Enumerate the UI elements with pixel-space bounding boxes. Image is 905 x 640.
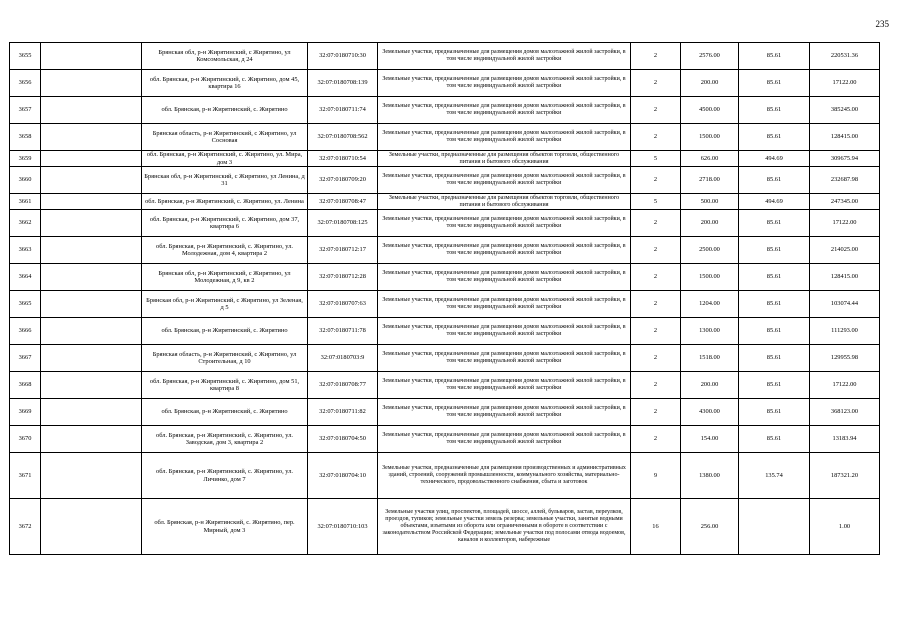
group-cell: 5 [631,194,681,210]
land-use-cell: Земельные участки, предназначенные для размещения домов малоэтажной жилой застройки, в том числе индивидуальной жилой застройки [378,345,631,372]
blank-cell [41,499,142,555]
cadastral-number-cell: 32:07:0180712:17 [308,237,378,264]
area-cell: 2500.00 [681,237,739,264]
blank-cell [41,194,142,210]
area-cell: 1518.00 [681,345,739,372]
group-cell: 2 [631,399,681,426]
row-number-cell: 3672 [10,499,41,555]
land-use-cell: Земельные участки, предназначенные для размещения объектов торговли, общественного питания и бытового обслуживания [378,151,631,167]
group-cell: 2 [631,237,681,264]
address-cell: обл. Брянская, р-н Жирятинский, с. Жирятино, ул. Мира, дом 3 [142,151,308,167]
rate-cell: 85.61 [739,210,810,237]
cadastral-number-cell: 32:07:0180712:28 [308,264,378,291]
group-cell: 2 [631,318,681,345]
address-cell: Брянская область, р-н Жирятинский, с Жирятино, ул Сосновая [142,124,308,151]
cadastral-number-cell: 32:07:0180711:82 [308,399,378,426]
cadastral-number-cell: 32:07:0180703:9 [308,345,378,372]
cadastral-number-cell: 32:07:0180711:74 [308,97,378,124]
cadastral-number-cell: 32:07:0180710:30 [308,43,378,70]
table-row [10,237,880,264]
land-use-cell: Земельные участки, предназначенные для размещения домов малоэтажной жилой застройки, в том числе индивидуальной жилой застройки [378,210,631,237]
table-row [10,399,880,426]
land-use-cell: Земельные участки, предназначенные для размещения домов малоэтажной жилой застройки, в том числе индивидуальной жилой застройки [378,124,631,151]
row-number-cell: 3670 [10,426,41,453]
land-use-cell: Земельные участки, предназначенные для размещения домов малоэтажной жилой застройки, в том числе индивидуальной жилой застройки [378,97,631,124]
group-cell: 2 [631,167,681,194]
cadastral-number-cell: 32:07:0180709:20 [308,167,378,194]
blank-cell [41,399,142,426]
cadastral-number-cell: 32:07:0180708:139 [308,70,378,97]
cadastral-value-cell: 187321.20 [810,453,880,499]
cadastral-number-cell: 32:07:0180704:50 [308,426,378,453]
rate-cell: 85.61 [739,372,810,399]
area-cell: 154.00 [681,426,739,453]
blank-cell [41,291,142,318]
land-use-cell: Земельные участки, предназначенные для размещения домов малоэтажной жилой застройки, в том числе индивидуальной жилой застройки [378,237,631,264]
group-cell: 2 [631,345,681,372]
blank-cell [41,151,142,167]
table-row [10,345,880,372]
address-cell: обл. Брянская, р-н Жирятинский, с. Жирятино [142,399,308,426]
table-row [10,453,880,499]
table-row [10,70,880,97]
row-number-cell: 3664 [10,264,41,291]
blank-cell [41,426,142,453]
rate-cell: 85.61 [739,345,810,372]
land-use-cell: Земельные участки, предназначенные для размещения домов малоэтажной жилой застройки, в том числе индивидуальной жилой застройки [378,399,631,426]
address-cell: Брянская обл, р-н Жирятинский, с Жирятино, ул Комсомольская, д 24 [142,43,308,70]
rate-cell: 85.61 [739,237,810,264]
row-number-cell: 3668 [10,372,41,399]
blank-cell [41,453,142,499]
cadastral-value-cell: 103074.44 [810,291,880,318]
address-cell: обл. Брянская, р-н Жирятинский, с. Жирятино, ул. Личинко, дом 7 [142,453,308,499]
rate-cell: 85.61 [739,70,810,97]
address-cell: обл. Брянская, р-н Жирятинский, с. Жирятино [142,97,308,124]
row-number-cell: 3666 [10,318,41,345]
cadastral-number-cell: 32:07:0180704:10 [308,453,378,499]
cadastral-number-cell: 32:07:0180708:47 [308,194,378,210]
row-number-cell: 3663 [10,237,41,264]
area-cell: 1300.00 [681,318,739,345]
row-number-cell: 3662 [10,210,41,237]
table-row [10,194,880,210]
group-cell: 2 [631,291,681,318]
table-row [10,499,880,555]
land-use-cell: Земельные участки, предназначенные для размещения домов малоэтажной жилой застройки, в том числе индивидуальной жилой застройки [378,372,631,399]
address-cell: Брянская обл, р-н Жирятинский, с Жирятино, ул Молодежная, д 9, кв 2 [142,264,308,291]
group-cell: 9 [631,453,681,499]
table-row [10,43,880,70]
table-row [10,372,880,399]
area-cell: 500.00 [681,194,739,210]
cadastral-value-cell: 232687.98 [810,167,880,194]
rate-cell: 85.61 [739,97,810,124]
row-number-cell: 3671 [10,453,41,499]
blank-cell [41,318,142,345]
area-cell: 1204.00 [681,291,739,318]
rate-cell: 85.61 [739,167,810,194]
table-row [10,264,880,291]
group-cell: 2 [631,70,681,97]
row-number-cell: 3667 [10,345,41,372]
row-number-cell: 3655 [10,43,41,70]
blank-cell [41,167,142,194]
cadastral-value-cell: 368123.00 [810,399,880,426]
cadastral-number-cell: 32:07:0180708:125 [308,210,378,237]
group-cell: 2 [631,43,681,70]
cadastral-value-cell: 309675.94 [810,151,880,167]
address-cell: обл. Брянская, р-н Жирятинский, с. Жирятино, дом 51, квартира 8 [142,372,308,399]
cadastral-value-cell: 129955.98 [810,345,880,372]
blank-cell [41,372,142,399]
cadastral-number-cell: 32:07:0180707:63 [308,291,378,318]
rate-cell: 85.61 [739,291,810,318]
land-use-cell: Земельные участки улиц, проспектов, площадей, шоссе, аллей, бульваров, застав, переулков, проездов, тупиков; земельные участки земель резерва; земельные участки, занятые водными объектами, изъятыми из оборота или ограниченными в обороте в соответствии с законодательством Российской Федерации; земельные участки под полосами отвода водоемов, каналов и коллекторов, набережные [378,499,631,555]
blank-cell [41,124,142,151]
table-row [10,97,880,124]
row-number-cell: 3657 [10,97,41,124]
rate-cell: 85.61 [739,264,810,291]
cadastral-number-cell: 32:07:0180710:103 [308,499,378,555]
address-cell: обл. Брянская, р-н Жирятинский, с. Жирятино, дом 37, квартира 6 [142,210,308,237]
land-use-cell: Земельные участки, предназначенные для размещения объектов торговли, общественного питания и бытового обслуживания [378,194,631,210]
address-cell: Брянская обл, р-н Жирятинский, с Жирятино, ул Ленина, д 31 [142,167,308,194]
row-number-cell: 3656 [10,70,41,97]
cadastral-value-cell: 13183.94 [810,426,880,453]
group-cell: 16 [631,499,681,555]
blank-cell [41,237,142,264]
area-cell: 1380.00 [681,453,739,499]
address-cell: обл. Брянская, р-н Жирятинский, с. Жирятино, дом 45, квартира 16 [142,70,308,97]
row-number-cell: 3658 [10,124,41,151]
cadastral-number-cell: 32:07:0180711:78 [308,318,378,345]
row-number-cell: 3669 [10,399,41,426]
table-row [10,318,880,345]
group-cell: 5 [631,151,681,167]
area-cell: 1500.00 [681,124,739,151]
cadastral-number-cell: 32:07:0180708:562 [308,124,378,151]
table-row [10,151,880,167]
cadastral-value-cell: 128415.00 [810,264,880,291]
rate-cell: 85.61 [739,426,810,453]
address-cell: обл. Брянская, р-н Жирятинский, с. Жирятино [142,318,308,345]
land-use-cell: Земельные участки, предназначенные для размещения производственных и административных зданий, строений, сооружений промышленности, коммунального хозяйства, материально-технического, продовольственного снабжения, сбыта и заготовок [378,453,631,499]
blank-cell [41,345,142,372]
land-use-cell: Земельные участки, предназначенные для размещения домов малоэтажной жилой застройки, в том числе индивидуальной жилой застройки [378,318,631,345]
cadastral-value-cell: 111293.00 [810,318,880,345]
area-cell: 200.00 [681,210,739,237]
area-cell: 1500.00 [681,264,739,291]
cadastral-value-cell: 247345.00 [810,194,880,210]
land-registry-table [9,42,880,555]
area-cell: 200.00 [681,372,739,399]
row-number-cell: 3661 [10,194,41,210]
land-use-cell: Земельные участки, предназначенные для размещения домов малоэтажной жилой застройки, в том числе индивидуальной жилой застройки [378,426,631,453]
area-cell: 2718.00 [681,167,739,194]
cadastral-value-cell: 1.00 [810,499,880,555]
address-cell: Брянская обл, р-н Жирятинский, с Жирятино, ул Зеленая, д 5 [142,291,308,318]
rate-cell: 494.69 [739,151,810,167]
group-cell: 2 [631,97,681,124]
table-row [10,210,880,237]
blank-cell [41,70,142,97]
rate-cell [739,499,810,555]
land-use-cell: Земельные участки, предназначенные для размещения домов малоэтажной жилой застройки, в том числе индивидуальной жилой застройки [378,70,631,97]
rate-cell: 85.61 [739,124,810,151]
rate-cell: 85.61 [739,318,810,345]
cadastral-value-cell: 17122.00 [810,70,880,97]
table-row [10,167,880,194]
area-cell: 2576.00 [681,43,739,70]
group-cell: 2 [631,210,681,237]
row-number-cell: 3660 [10,167,41,194]
blank-cell [41,43,142,70]
address-cell: обл. Брянская, р-н Жирятинский, с. Жирятино, пер. Мирный, дом 3 [142,499,308,555]
cadastral-value-cell: 128415.00 [810,124,880,151]
cadastral-value-cell: 17122.00 [810,210,880,237]
cadastral-number-cell: 32:07:0180708:77 [308,372,378,399]
row-number-cell: 3659 [10,151,41,167]
area-cell: 4300.00 [681,399,739,426]
page-number: 235 [875,19,889,29]
table-row [10,291,880,318]
cadastral-value-cell: 220531.36 [810,43,880,70]
cadastral-value-cell: 214025.00 [810,237,880,264]
area-cell: 200.00 [681,70,739,97]
land-use-cell: Земельные участки, предназначенные для размещения домов малоэтажной жилой застройки, в том числе индивидуальной жилой застройки [378,264,631,291]
area-cell: 256.00 [681,499,739,555]
group-cell: 2 [631,372,681,399]
cadastral-value-cell: 17122.00 [810,372,880,399]
rate-cell: 85.61 [739,399,810,426]
land-use-cell: Земельные участки, предназначенные для размещения домов малоэтажной жилой застройки, в том числе индивидуальной жилой застройки [378,43,631,70]
blank-cell [41,264,142,291]
row-number-cell: 3665 [10,291,41,318]
land-use-cell: Земельные участки, предназначенные для размещения домов малоэтажной жилой застройки, в том числе индивидуальной жилой застройки [378,291,631,318]
rate-cell: 85.61 [739,43,810,70]
rate-cell: 135.74 [739,453,810,499]
address-cell: обл. Брянская, р-н Жирятинский, с. Жирятино, ул. Молодежная, дом 4, квартира 2 [142,237,308,264]
address-cell: обл. Брянская, р-н Жирятинский, с. Жирятино, ул. Заводская, дом 3, квартира 2 [142,426,308,453]
group-cell: 2 [631,426,681,453]
rate-cell: 494.69 [739,194,810,210]
area-cell: 626.00 [681,151,739,167]
cadastral-number-cell: 32:07:0180710:54 [308,151,378,167]
blank-cell [41,210,142,237]
area-cell: 4500.00 [681,97,739,124]
address-cell: Брянская область, р-н Жирятинский, с Жирятино, ул Строительная, д 10 [142,345,308,372]
land-use-cell: Земельные участки, предназначенные для размещения домов малоэтажной жилой застройки, в том числе индивидуальной жилой застройки [378,167,631,194]
address-cell: обл. Брянская, р-н Жирятинский, с. Жирятино, ул. Ленина [142,194,308,210]
table-row [10,124,880,151]
group-cell: 2 [631,264,681,291]
blank-cell [41,97,142,124]
group-cell: 2 [631,124,681,151]
cadastral-value-cell: 385245.00 [810,97,880,124]
table-row [10,426,880,453]
